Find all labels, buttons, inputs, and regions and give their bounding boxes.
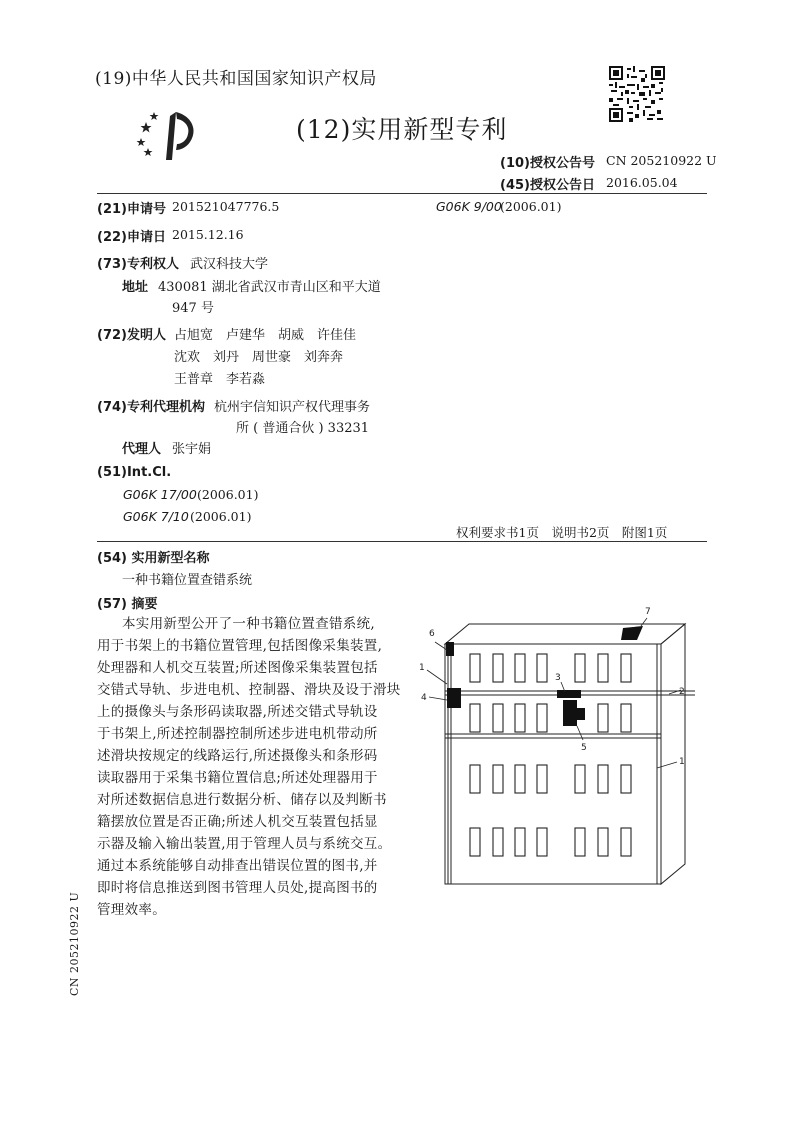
figure-label: 6 xyxy=(429,629,435,639)
patentee-label: (73)专利权人 xyxy=(97,257,179,272)
abstract-line: 籍摆放位置是否正确;所述人机交互装置包括显 xyxy=(97,814,378,830)
pub-date-label: (45)授权公告日 xyxy=(500,178,595,193)
intcl-2: G06K 7/10 xyxy=(123,509,189,524)
title-label: (54) 实用新型名称 xyxy=(97,551,210,566)
abstract-label: (57) 摘要 xyxy=(97,597,158,612)
figure-label: 3 xyxy=(555,673,561,683)
figure-label: 1 xyxy=(419,663,425,673)
agent: 张宇娟 xyxy=(172,442,212,457)
app-no-label: (21)申请号 xyxy=(97,202,166,217)
abstract-line: 于书架上,所述控制器控制所述步进电机带动所 xyxy=(97,726,378,742)
abstract-line: 处理器和人机交互装置;所述图像采集装置包括 xyxy=(97,660,378,676)
agency-line-1: 杭州宇信知识产权代理事务 xyxy=(214,400,371,415)
bookshelf-figure xyxy=(415,600,715,900)
app-date-label: (22)申请日 xyxy=(97,230,166,245)
display-block xyxy=(621,626,643,640)
cnipa-logo xyxy=(132,108,204,164)
pub-date: 2016.05.04 xyxy=(606,175,678,190)
abstract-line: 交错式导轨、步进电机、控制器、滑块及设于滑块 xyxy=(97,682,401,698)
mid-rule xyxy=(97,541,707,542)
stepper-motor-block xyxy=(446,642,454,656)
patentee: 武汉科技大学 xyxy=(190,257,269,272)
agent-label: 代理人 xyxy=(122,442,162,457)
ipc-main: G06K 9/00 xyxy=(436,199,502,214)
top-rule xyxy=(97,193,707,194)
camera-lens xyxy=(577,708,585,720)
abstract-line: 述滑块按规定的线路运行,所述摄像头和条形码 xyxy=(97,748,378,764)
figure-label: 1 xyxy=(679,757,685,767)
camera-block xyxy=(563,700,577,726)
side-pub-number: CN 205210922 U xyxy=(68,891,81,996)
utility-title: 一种书籍位置查错系统 xyxy=(122,573,253,588)
page-counts: 权利要求书1页 说明书2页 附图1页 xyxy=(456,525,668,540)
abstract-line: 对所述数据信息进行数据分析、储存以及判断书 xyxy=(97,792,387,808)
inventors-line-2: 沈欢 刘丹 周世豪 刘奔奔 xyxy=(174,350,344,365)
shelf-top xyxy=(445,624,685,644)
ipc-main-version: (2006.01) xyxy=(500,199,562,214)
intcl-1: G06K 17/00 xyxy=(123,487,197,502)
agency-label: (74)专利代理机构 xyxy=(97,400,205,415)
pub-no: CN 205210922 U xyxy=(606,153,717,168)
app-date: 2015.12.16 xyxy=(172,227,244,242)
abstract-line: 本实用新型公开了一种书籍位置查错系统, xyxy=(122,616,375,632)
shelf-side xyxy=(661,624,685,884)
abstract-line: 通过本系统能够自动排查出错误位置的图书,并 xyxy=(97,858,378,874)
address-label: 地址 xyxy=(122,280,149,295)
intcl-label: (51)Int.Cl. xyxy=(97,465,172,480)
agency-line-2: 所 ( 普通合伙 ) 33231 xyxy=(236,421,370,436)
intcl-1-version: (2006.01) xyxy=(197,487,259,502)
slider-block xyxy=(557,690,581,698)
book-slots xyxy=(470,654,631,856)
shelf-front xyxy=(445,644,661,884)
office-name: (19)中华人民共和国国家知识产权局 xyxy=(95,69,377,89)
app-no: 201521047776.5 xyxy=(172,199,280,214)
inventors-line-3: 王普章 李若淼 xyxy=(174,372,266,387)
controller-block xyxy=(447,688,461,708)
abstract-line: 读取器用于采集书籍位置信息;所述处理器用于 xyxy=(97,770,378,786)
inventors-line-1: 占旭宽 卢建华 胡威 许佳佳 xyxy=(174,328,357,343)
figure-label: 2 xyxy=(679,687,685,697)
address-line-1: 430081 湖北省武汉市青山区和平大道 xyxy=(158,280,381,295)
figure-label: 7 xyxy=(645,607,651,617)
document-type: (12)实用新型专利 xyxy=(296,115,508,144)
abstract-line: 即时将信息推送到图书管理人员处,提高图书的 xyxy=(97,880,378,896)
abstract-line: 示器及输入输出装置,用于管理人员与系统交互。 xyxy=(97,836,392,852)
qr-code xyxy=(609,66,665,122)
abstract-line: 上的摄像头与条形码读取器,所述交错式导轨设 xyxy=(97,704,378,720)
intcl-2-version: (2006.01) xyxy=(190,509,252,524)
pub-no-label: (10)授权公告号 xyxy=(500,156,595,171)
address-line-2: 947 号 xyxy=(172,301,214,316)
abstract-line: 用于书架上的书籍位置管理,包括图像采集装置, xyxy=(97,638,383,654)
abstract-line: 管理效率。 xyxy=(97,902,166,918)
inventor-label: (72)发明人 xyxy=(97,328,166,343)
figure-label: 4 xyxy=(421,693,427,703)
figure-label: 5 xyxy=(581,743,587,753)
